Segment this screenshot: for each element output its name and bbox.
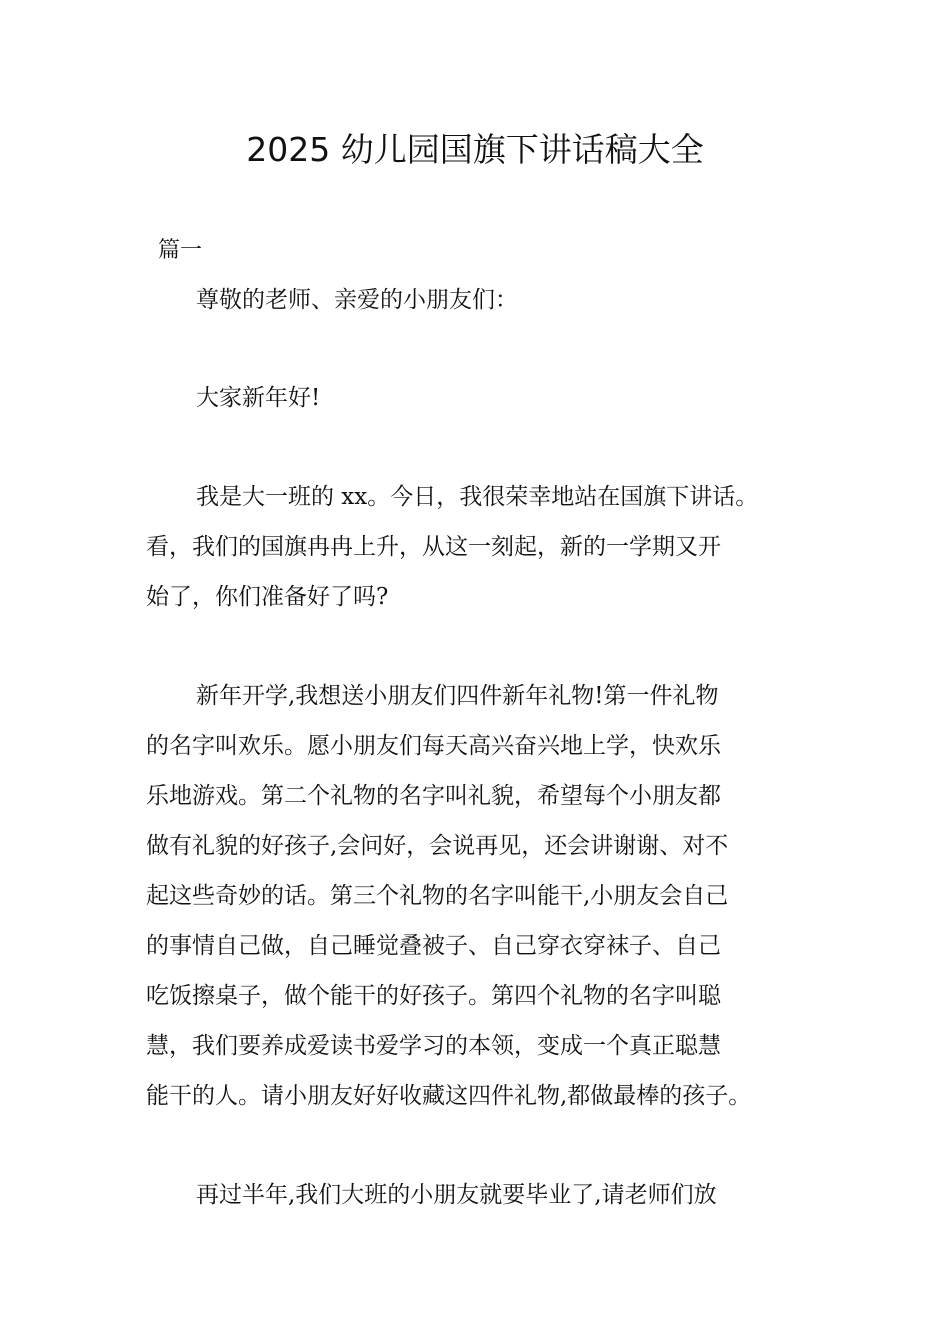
paragraph-line: 能干的人。请小朋友好好收藏这四件礼物,都做最棒的孩子。: [146, 1083, 752, 1109]
greeting-line: 尊敬的老师、亲爱的小朋友们：: [196, 287, 518, 313]
paragraph-line: 看，我们的国旗冉冉上升，从这一刻起，新的一学期又开: [146, 534, 721, 560]
document-title: 2025 幼儿园国旗下讲话稿大全: [246, 130, 704, 169]
section-label: 篇一: [158, 238, 203, 263]
paragraph-line: 起这些奇妙的话。第三个礼物的名字叫能干,小朋友会自己: [146, 883, 729, 909]
paragraph-line: 新年开学,我想送小朋友们四件新年礼物!第一件礼物: [196, 683, 719, 709]
paragraph-line: 始了，你们准备好了吗?: [146, 584, 389, 610]
paragraph-line: 乐地游戏。第二个礼物的名字叫礼貌，希望每个小朋友都: [146, 783, 721, 809]
paragraph-line: 的事情自己做，自己睡觉叠被子、自己穿衣穿袜子、自己: [146, 933, 721, 959]
paragraph-line: 吃饭擦桌子，做个能干的好孩子。第四个礼物的名字叫聪: [146, 983, 721, 1009]
paragraph-line: 慧，我们要养成爱读书爱学习的本领，变成一个真正聪慧: [146, 1033, 721, 1059]
paragraph-line: 做有礼貌的好孩子,会问好，会说再见，还会讲谢谢、对不: [146, 833, 729, 859]
paragraph-line: 大家新年好!: [196, 385, 321, 411]
paragraph-line: 我是大一班的 xx。今日，我很荣幸地站在国旗下讲话。: [196, 484, 759, 510]
paragraph-line: 的名字叫欢乐。愿小朋友们每天高兴奋兴地上学，快欢乐: [146, 733, 721, 759]
paragraph-line: 再过半年,我们大班的小朋友就要毕业了,请老师们放: [196, 1182, 717, 1208]
